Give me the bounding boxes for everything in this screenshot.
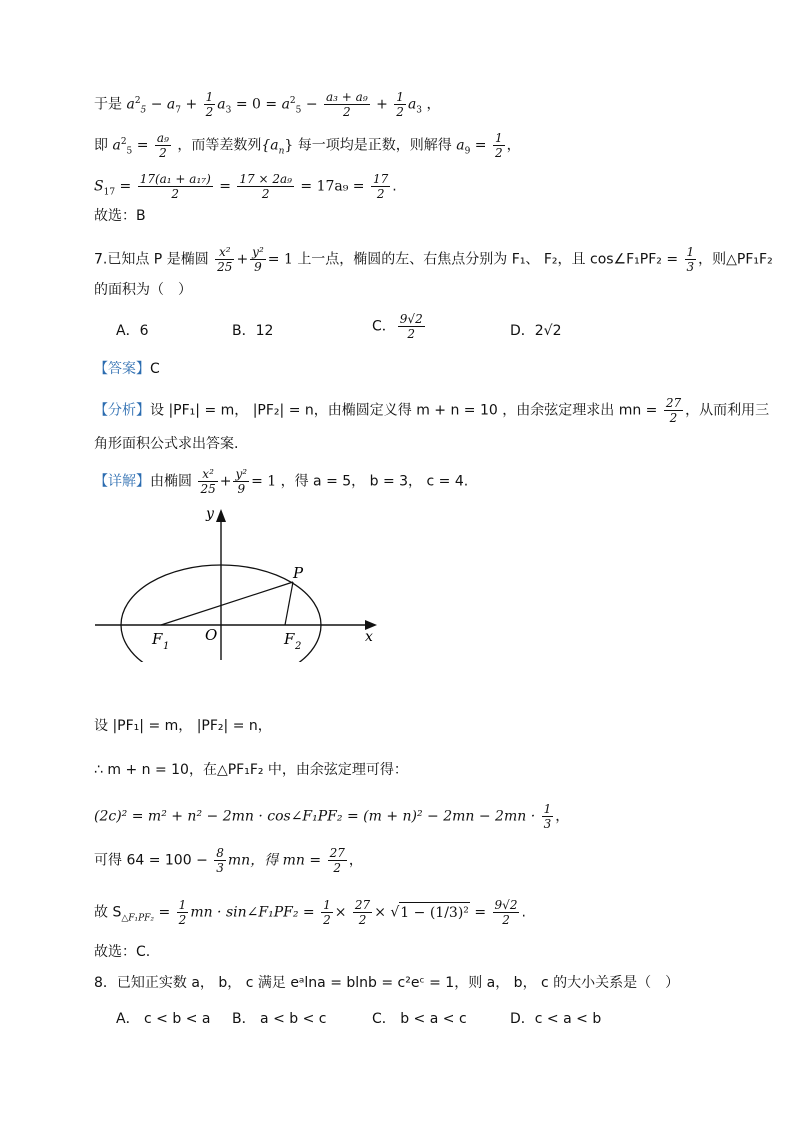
fraction-27-2: $\frac{27}{2}$ — [665, 396, 682, 425]
f1-label: F — [152, 630, 163, 648]
answer-value: C — [150, 361, 160, 377]
set-line: 设 |PF₁| = m， |PF₂| = n， — [94, 718, 272, 734]
fraction-x2-25: $\frac{\text{x²}}{25}$ — [217, 245, 233, 274]
fraction-a3-a9: $\frac{\text{a₃ + a₉}}{2}$ — [326, 90, 368, 119]
analysis-line: 【分析】设 |PF₁| = m， |PF₂| = n，由椭圆定义得 m + n = 10 ，由余弦定理求出 mn = $\frac{27}{2}$ ，从而利用三 — [94, 396, 770, 425]
choose-c-line: 故选：C. — [94, 944, 151, 960]
ellipse-figure — [90, 502, 390, 662]
solution-line-2: 即 $a^2_5$ = $\frac{\text{a₉}}{2}$ ，而等差数列$\{a_n\}$ 每一项均是正数，则解得 $a_9$ = $\frac{1}{2}$ ， — [94, 131, 521, 160]
p-label: P — [293, 564, 304, 582]
o-label: O — [205, 626, 218, 644]
cosine-line: (2c)² = m² + n² − 2mn · cos∠F₁PF₂ = (m + n)² − 2mn − 2mn · $\frac{1}{3}$ ， — [94, 802, 570, 831]
answer-tag: 【答案】 — [94, 361, 150, 377]
solution-line-3: $S_{17}$ = $\frac{\text{17(a₁ + a₁₇)}}{2}$ = $\frac{\text{17 × 2a₉}}{2}$ = 17a₉ = $\frac{17}{2}$ . — [94, 172, 397, 201]
f1-sub: 1 — [163, 641, 170, 652]
fraction-s17-3: $\frac{17}{2}$ — [373, 172, 389, 201]
q8-option-b: B． a < b < c — [232, 1011, 327, 1027]
x-label: x — [365, 629, 373, 645]
q8-option-d: D．c < a < b — [510, 1011, 602, 1027]
question-7: 7.已知点 P 是椭圆 $\frac{\text{x²}}{25}$ + $\frac{\text{y²}}{9}$ = 1 上一点，椭圆的左、右焦点分别为 F₁、 F₂，且 cos∠F₁PF₂ = $\frac{1}{3}$ ，则△PF₁F₂ — [94, 245, 773, 274]
q7-option-d: D．2√2 — [510, 323, 562, 339]
fraction-8-3: $\frac{8}{3}$ — [216, 846, 224, 875]
analysis-tag: 【分析】 — [94, 402, 150, 419]
q7-option-b: B．12 — [232, 323, 274, 339]
therefore-line: ∴ m + n = 10，在△PF₁F₂ 中，由余弦定理可得： — [94, 762, 408, 778]
fraction-s17-1: $\frac{\text{17(a₁ + a₁₇)}}{2}$ — [139, 172, 211, 201]
q7-option-c: C． $\frac{9√2}{2}$ — [372, 312, 423, 341]
answer-line — [94, 359, 160, 379]
choose-b-line: 故选：B — [94, 208, 146, 224]
y-axis-arrow — [216, 509, 226, 522]
fraction-y2-9: $\frac{\text{y²}}{9}$ — [252, 245, 264, 274]
sqrt-expression: 1 − (1/3)² — [399, 902, 470, 923]
q8-option-a: A． c < b < a — [116, 1011, 211, 1027]
fraction-a9: $\frac{\text{a₉}}{2}$ — [156, 131, 169, 160]
q8-option-c: C． b < a < c — [372, 1011, 467, 1027]
segment-f1-p — [161, 582, 293, 625]
fraction-s17-2: $\frac{\text{17 × 2a₉}}{2}$ — [239, 172, 292, 201]
area-line: 故 $S_{\triangle F_1PF_2}$ = $\frac{1}{2}$ mn · sin∠F₁PF₂ = $\frac{1}{2}$ × $\frac{27}{2}$ × √1 − (1/3)² = $\frac{9√2}{2}$ . — [94, 898, 526, 927]
question-8: 8．已知正实数 a， b， c 满足 eᵃlna = blnb = c²eᶜ = 1，则 a， b， c 的大小关系是（ ） — [94, 975, 680, 991]
detail-line: 【详解】由椭圆 $\frac{\text{x²}}{25}$ + $\frac{\text{y²}}{9}$ = 1 ，得 a = 5， b = 3， c = 4. — [94, 467, 469, 496]
segment-p-f2 — [285, 582, 293, 625]
solution-line-1: 于是 $a^2_5 - a_7$ + $\frac{1}{2}$ $a_3 = 0 = a^2_5$ − $\frac{\text{a₃ + a₉}}{2}$ + $\frac{1}{2}$ $a_3$ ， — [94, 90, 441, 119]
question-7-line-2: 的面积为（ ） — [94, 282, 192, 298]
solve-line: 可得 64 = 100 − $\frac{8}{3}$ mn，得 mn = $\frac{27}{2}$ ， — [94, 846, 363, 875]
q7-option-a: A．6 — [116, 323, 149, 339]
analysis-line-2: 角形面积公式求出答案. — [94, 436, 239, 452]
f2-sub: 2 — [295, 641, 302, 652]
detail-tag: 【详解】 — [94, 473, 150, 490]
fraction-one-third: $\frac{1}{3}$ — [686, 245, 695, 274]
y-label: y — [206, 506, 214, 522]
f2-label: F — [284, 630, 295, 648]
fraction-half: $\frac{1}{2}$ — [205, 90, 214, 119]
